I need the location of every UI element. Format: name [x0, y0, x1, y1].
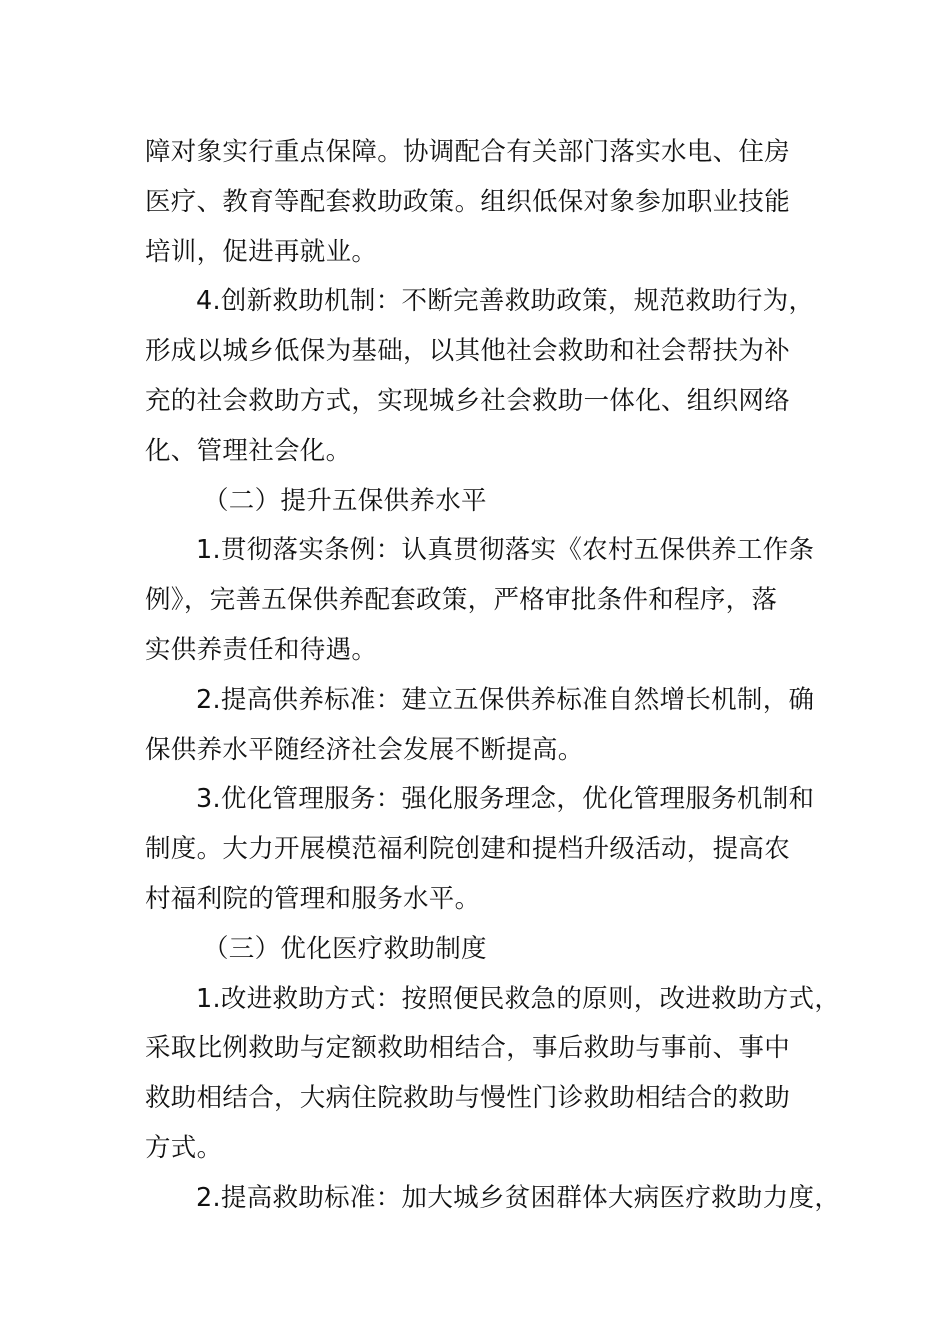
- text-line: 救助相结合，大病住院救助与慢性门诊救助相结合的救助: [145, 1083, 791, 1114]
- paragraph-start-line: 2.提高供养标准：建立五保供养标准自然增长机制，确: [196, 684, 815, 715]
- document-body: [145, 128, 845, 1224]
- text-line: 化、管理社会化。: [145, 435, 352, 466]
- text-line: 方式。: [145, 1132, 223, 1163]
- text-line: 制度。大力开展模范福利院创建和提档升级活动，提高农: [145, 834, 791, 865]
- text-line: 障对象实行重点保障。协调配合有关部门落实水电、住房: [145, 137, 791, 167]
- text-line: 采取比例救助与定额救助相结合，事后救助与事前、事中: [145, 1033, 791, 1064]
- text-line: 例》，完善五保供养配套政策，严格审批条件和程序，落: [145, 585, 778, 616]
- paragraph-start-line: 3.优化管理服务：强化服务理念，优化管理服务机制和: [196, 784, 815, 815]
- text-line: 实供养责任和待遇。: [145, 634, 378, 665]
- section-heading: （三）优化医疗救助制度: [203, 933, 487, 964]
- text-line: 形成以城乡低保为基础，以其他社会救助和社会帮扶为补: [145, 336, 791, 367]
- paragraph-start-line: 4.创新救助机制：不断完善救助政策，规范救助行为，: [196, 286, 815, 317]
- paragraph-start-line: 1.改进救助方式：按照便民救急的原则，改进救助方式，: [196, 983, 841, 1014]
- text-line: 村福利院的管理和服务水平。: [145, 883, 481, 914]
- paragraph-start-line: 2.提高救助标准：加大城乡贫困群体大病医疗救助力度，: [196, 1182, 841, 1213]
- text-line: 保供养水平随经济社会发展不断提高。: [145, 734, 584, 765]
- text-line: 充的社会救助方式，实现城乡社会救助一体化、组织网络: [145, 385, 791, 416]
- text-line: 医疗、教育等配套救助政策。组织低保对象参加职业技能: [145, 186, 791, 217]
- text-line: 培训，促进再就业。: [145, 236, 378, 267]
- section-heading: （二）提升五保供养水平: [203, 485, 487, 516]
- paragraph-start-line: 1.贯彻落实条例：认真贯彻落实《农村五保供养工作条: [196, 535, 815, 566]
